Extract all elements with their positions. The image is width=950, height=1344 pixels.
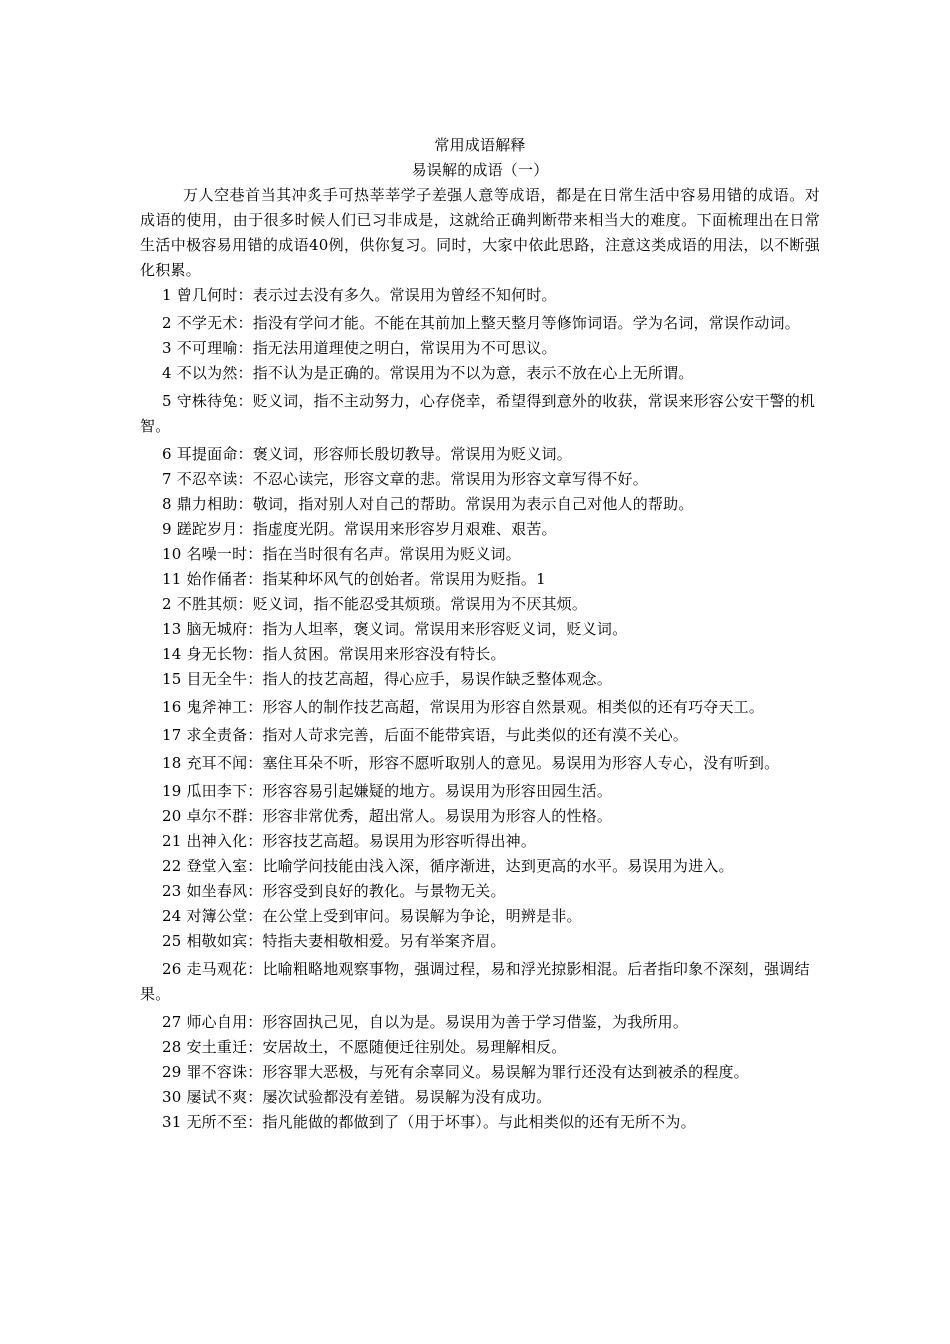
entry-text: 目无全牛：指人的技艺高超，得心应手，易误作缺乏整体观念。 bbox=[186, 670, 613, 688]
idiom-entry bbox=[140, 283, 820, 308]
entry-number: 15 bbox=[162, 670, 182, 688]
idiom-entry bbox=[140, 389, 820, 439]
idiom-entry bbox=[140, 1085, 820, 1110]
entry-number: 29 bbox=[162, 1063, 182, 1081]
idiom-entry bbox=[140, 617, 820, 642]
entry-text: 罪不容诛：形容罪大恶极，与死有余辜同义。易误解为罪行还没有达到被杀的程度。 bbox=[186, 1063, 749, 1081]
entry-number: 4 bbox=[162, 364, 172, 382]
entry-text: 鼎力相助：敬词，指对别人对自己的帮助。常误用为表示自己对他人的帮助。 bbox=[176, 495, 694, 513]
entry-text: 师心自用：形容固执己见，自以为是。易误用为善于学习借鉴，为我所用。 bbox=[186, 1013, 689, 1031]
entry-text: 充耳不闻：塞住耳朵不听，形容不愿听取别人的意见。易误用为形容人专心，没有听到。 bbox=[186, 754, 780, 772]
entry-number: 31 bbox=[162, 1113, 182, 1131]
entry-number: 10 bbox=[162, 545, 182, 563]
entry-number: 27 bbox=[162, 1013, 182, 1031]
entry-number: 5 bbox=[162, 392, 172, 410]
idiom-entry bbox=[140, 567, 820, 592]
entry-number: 7 bbox=[162, 470, 172, 488]
entry-number: 1 bbox=[162, 286, 172, 304]
entry-number: 18 bbox=[162, 754, 182, 772]
entry-number: 21 bbox=[162, 832, 182, 850]
entry-text: 登堂入室：比喻学问技能由浅入深，循序渐进，达到更高的水平。易误用为进入。 bbox=[186, 857, 734, 875]
entry-number: 24 bbox=[162, 907, 182, 925]
idiom-entry bbox=[140, 492, 820, 517]
entry-text: 不以为然：指不认为是正确的。常误用为不以为意，表示不放在心上无所谓。 bbox=[176, 364, 694, 382]
idiom-entry bbox=[140, 804, 820, 829]
entry-text: 鬼斧神工：形容人的制作技艺高超，常误用为形容自然景观。相类似的还有巧夺天工。 bbox=[186, 698, 765, 716]
entry-text: 脑无城府：指为人坦率，褒义词。常误用来形容贬义词，贬义词。 bbox=[186, 620, 628, 638]
intro-paragraph: 万人空巷首当其冲炙手可热莘莘学子差强人意等成语，都是在日常生活中容易用错的成语。对成语的使用，由于很多时候人们已习非成是，这就给正确判断带来相当大的难度。下面梳理出在日常生活中极容易用错的成语40例，供你复习。同时，大家中依此思路，注意这类成语的用法，以不断强化积累。 bbox=[140, 186, 820, 279]
entry-number: 14 bbox=[162, 645, 182, 663]
entry-number: 2 bbox=[162, 595, 172, 613]
idiom-entry bbox=[140, 467, 820, 492]
entry-number: 9 bbox=[162, 520, 172, 538]
idiom-entry bbox=[140, 642, 820, 667]
entry-number: 3 bbox=[162, 339, 172, 357]
idiom-entry bbox=[140, 957, 820, 1007]
entry-text: 出神入化：形容技艺高超。易误用为形容听得出神。 bbox=[186, 832, 537, 850]
entry-text: 瓜田李下：形容容易引起嫌疑的地方。易误用为形容田园生活。 bbox=[186, 782, 613, 800]
entry-number: 30 bbox=[162, 1088, 182, 1106]
entry-text: 不胜其烦：贬义词，指不能忍受其烦琐。常误用为不厌其烦。 bbox=[176, 595, 588, 613]
idiom-entry bbox=[140, 517, 820, 542]
entry-text: 守株待兔：贬义词，指不主动努力，心存侥幸，希望得到意外的收获，常误来形容公安干警的机智。 bbox=[140, 392, 816, 435]
entry-text: 名噪一时：指在当时很有名声。常误用为贬义词。 bbox=[186, 545, 521, 563]
entry-number: 28 bbox=[162, 1038, 182, 1056]
document-body bbox=[140, 133, 820, 1135]
idiom-entry bbox=[140, 829, 820, 854]
entry-number: 20 bbox=[162, 807, 182, 825]
entry-text: 如坐春风：形容受到良好的教化。与景物无关。 bbox=[186, 882, 506, 900]
entry-text: 安土重迁：安居故土，不愿随便迁往别处。易理解相反。 bbox=[186, 1038, 567, 1056]
idiom-entry bbox=[140, 361, 820, 386]
entry-number: 2 bbox=[162, 314, 172, 332]
entry-text: 不学无术：指没有学问才能。不能在其前加上整天整月等修饰词语。学为名词，常误作动词。 bbox=[176, 314, 800, 332]
idiom-entry bbox=[140, 542, 820, 567]
entry-number: 16 bbox=[162, 698, 182, 716]
document-title: 常用成语解释 bbox=[434, 136, 526, 154]
entry-text: 身无长物：指人贫困。常误用来形容没有特长。 bbox=[186, 645, 506, 663]
idiom-entry bbox=[140, 854, 820, 879]
idiom-entry bbox=[140, 929, 820, 954]
idiom-entry bbox=[140, 667, 820, 692]
idiom-entry bbox=[140, 1110, 820, 1135]
entry-text: 卓尔不群：形容非常优秀，超出常人。易误用为形容人的性格。 bbox=[186, 807, 613, 825]
entry-number: 11 bbox=[162, 570, 182, 588]
entry-text: 无所不至：指凡能做的都做到了（用于坏事）。与此相类似的还有无所不为。 bbox=[186, 1113, 696, 1131]
idiom-list bbox=[140, 283, 820, 1135]
entry-text: 不忍卒读：不忍心读完，形容文章的悲。常误用为形容文章写得不好。 bbox=[176, 470, 648, 488]
idiom-entry bbox=[140, 695, 820, 720]
entry-text: 曾几何时：表示过去没有多久。常误用为曾经不知何时。 bbox=[176, 286, 557, 304]
entry-number: 25 bbox=[162, 932, 182, 950]
idiom-entry bbox=[140, 1035, 820, 1060]
idiom-entry bbox=[140, 904, 820, 929]
entry-number: 13 bbox=[162, 620, 182, 638]
entry-number: 8 bbox=[162, 495, 172, 513]
entry-text: 不可理喻：指无法用道理使之明白，常误用为不可思议。 bbox=[176, 339, 557, 357]
idiom-entry bbox=[140, 723, 820, 748]
idiom-entry bbox=[140, 311, 820, 336]
entry-number: 19 bbox=[162, 782, 182, 800]
idiom-entry bbox=[140, 1060, 820, 1085]
entry-number: 26 bbox=[162, 960, 182, 978]
idiom-entry bbox=[140, 751, 820, 776]
entry-text: 屡试不爽：屡次试验都没有差错。易误解为没有成功。 bbox=[186, 1088, 552, 1106]
entry-number: 22 bbox=[162, 857, 182, 875]
entry-text: 求全责备：指对人苛求完善，后面不能带宾语，与此类似的还有漠不关心。 bbox=[186, 726, 689, 744]
idiom-entry bbox=[140, 592, 820, 617]
entry-number: 23 bbox=[162, 882, 182, 900]
idiom-entry bbox=[140, 779, 820, 804]
idiom-entry bbox=[140, 336, 820, 361]
idiom-entry bbox=[140, 879, 820, 904]
entry-number: 17 bbox=[162, 726, 182, 744]
document-subtitle: 易误解的成语（一） bbox=[411, 161, 549, 179]
idiom-entry bbox=[140, 1010, 820, 1035]
entry-text: 蹉跎岁月：指虚度光阴。常误用来形容岁月艰难、艰苦。 bbox=[176, 520, 557, 538]
entry-number: 6 bbox=[162, 445, 172, 463]
idiom-entry bbox=[140, 442, 820, 467]
entry-text: 走马观花：比喻粗略地观察事物，强调过程，易和浮光掠影相混。后者指印象不深刻，强调结果。 bbox=[140, 960, 810, 1003]
entry-text: 对簿公堂：在公堂上受到审问。易误解为争论，明辨是非。 bbox=[186, 907, 582, 925]
entry-text: 始作俑者：指某种坏风气的创始者。常误用为贬指。1 bbox=[186, 570, 546, 588]
entry-text: 相敬如宾：特指夫妻相敬相爱。另有举案齐眉。 bbox=[186, 932, 506, 950]
entry-text: 耳提面命：褒义词，形容师长殷切教导。常误用为贬义词。 bbox=[176, 445, 572, 463]
